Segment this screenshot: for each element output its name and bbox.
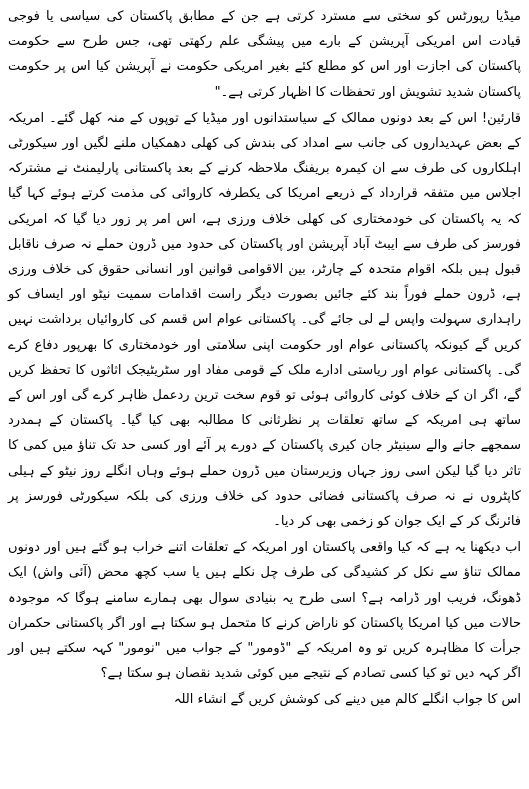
- paragraph-questions: اب دیکھنا یہ ہے کہ کیا واقعی پاکستان اور امریکہ کے تعلقات اتنے خراب ہو گئے ہیں اور دونوں ممالک تناؤ سے نکل کر کشیدگی کی طرف چل نکلے ہیں یا سب کچھ محض (آئی واش) ایک ڈھونگ، فریب اور ڈرامہ ہے؟ اسی طرح یہ بنیادی سوال بھی ہمارے سامنے ہوگا کہ موجودہ حالات میں کیا امریکا پاکستان کو ناراض کرنے کا متحمل ہو سکتا ہے اور اگر پاکستانی حکمران جرأت کا مظاہرہ کریں تو وہ امریکہ کے "ڈومور" کے جواب میں "نومور" کہہ سکتے ہیں اور اگر کہہ دیں تو کیا کسی تصادم کے نتیجے میں کوئی شدید نقصان ہو سکتا ہے؟: [8, 540, 521, 682]
- paragraph-aftermath: قارئین! اس کے بعد دونوں ممالک کے سیاستدانوں اور میڈیا کے توپوں کے منہ کھل گئے۔ امریکہ کے بعض عہدیداروں کی جانب سے امداد کی بندش کی کھلی دھمکیاں ملنے لگیں اور سیکورٹی اہلکاروں کی طرف سے ان کیمرہ بریفنگ ملاحظہ کرنے کے بعد پاکستانی پارلیمنٹ نے مشترکہ اجلاس میں متفقہ قرارداد کے ذریعے امریکا کی یکطرفہ کاروائی کی مذمت کرتے ہوئے کہا گیا کہ یہ پاکستان کی خودمختاری کی کھلی خلاف ورزی ہے، اس امر پر زور دیا گیا کہ امریکی فورسز کی طرف سے ایبٹ آباد آپریشن اور پاکستان کی حدود میں ڈرون حملے نہ صرف ناقابل قبول ہیں بلکہ اقوام متحدہ کے چارٹر، بین الاقوامی قوانین اور انسانی حقوق کی خلاف ورزی ہے، ڈرون حملے فوراً بند کئے جائیں بصورت دیگر راست اقدامات سمیت نیٹو اور ایساف کو راہداری سہولت واپس لے لی جائے گی۔ پاکستانی عوام اس قسم کی کاروائیاں برداشت نہیں کریں گے کیونکہ پاکستانی عوام اور حکومت اپنی سلامتی اور خودمختاری کا بھرپور دفاع کرے گی۔ پاکستانی عوام اور ریاستی ادارے ملک کے قومی مفاد اور سٹریٹیجک اثاثوں کا تحفظ کریں گے، اگر ان کے خلاف کوئی کاروائی ہوئی تو قوم سخت ترین ردعمل ظاہر کرے گی اور اس کے ساتھ ہی امریکہ کے ساتھ تعلقات پر نظرثانی کا مطالبہ بھی کیا گیا۔ پاکستان کے ہمدرد سمجھے جانے والے سینیٹر جان کیری پاکستان کے دورے پر آئے اور کسی حد تک تناؤ میں کمی کا تاثر دیا گیا لیکن اسی روز جہاں وزیرستان میں ڈرون حملے ہوئے وہاں انگلے روز نیٹو کے ہیلی کاپٹروں نے نہ صرف پاکستانی فضائی حدود کی خلاف ورزی کی بلکہ سیکورٹی فورسز پر فائرنگ کر کے ایک جوان کو زخمی بھی کر دیا۔: [8, 110, 521, 530]
- paragraph-closing: اس کا جواب انگلے کالم میں دینے کی کوشش کریں گے انشاء اللہ: [173, 692, 521, 708]
- paragraph-government-statement: میڈیا رپورٹس کو سختی سے مسترد کرتی ہے جن کے مطابق پاکستان کی سیاسی یا فوجی قیادت اس امریکی آپریشن کے بارے میں پیشگی علم رکھتی تھی، جس طرح سے حکومت پاکستان کی اجازت اور اس کو مطلع کئے بغیر امریکی حکومت نے آپریشن کیا اس پر حکومت پاکستان شدید تشویش اور تحفظات کا اظہار کرتی ہے۔": [8, 9, 521, 100]
